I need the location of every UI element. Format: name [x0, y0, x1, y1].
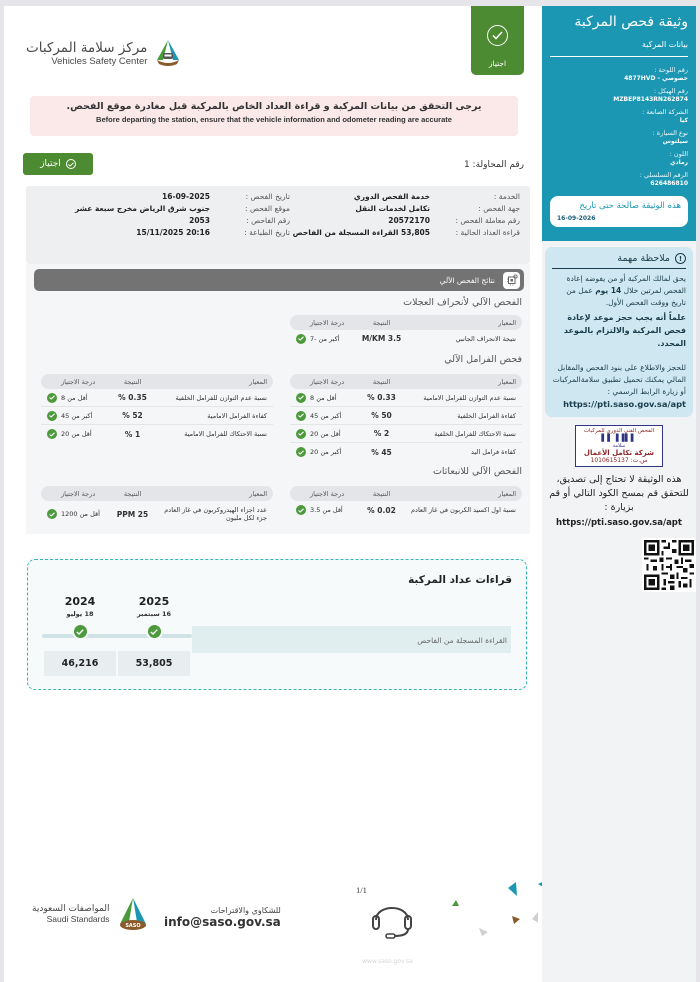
stamp-line: س.ت: 1010615137 [590, 457, 648, 464]
pass-threshold: أقل من 3.5 [310, 506, 343, 514]
chassis-field [550, 87, 688, 104]
notice-title: ملاحظة مهمة [617, 253, 670, 264]
pass-threshold: أكبر من 45 [310, 411, 342, 420]
result: % 52 [122, 411, 143, 420]
criterion: كفاءة الفرامل الامامية [207, 411, 267, 420]
field-label: رقم اللوحة : [654, 66, 688, 74]
saso-name-english: Saudi Standards [46, 914, 110, 924]
inspector-value: 2053 [189, 216, 210, 225]
pass-check-icon [296, 393, 306, 403]
result: % 50 [371, 411, 392, 420]
col-criterion: المعيار [498, 489, 516, 498]
reading-2025 [118, 595, 190, 640]
logo-arabic: مركز سلامة المركبات [26, 39, 148, 56]
field-label: نوع السيارة : [652, 129, 688, 137]
document-title: وثيقة فحص المركبة [574, 14, 688, 30]
emissions-table-left [41, 486, 273, 527]
field-value: MZBEP8143RN262874 [613, 96, 688, 103]
field-value: سيلتوس [662, 138, 688, 145]
criterion: كفاءة الفرامل الخلفية [457, 411, 516, 420]
pass-threshold: أقل من 8 [61, 393, 88, 402]
company-stamp [575, 425, 663, 467]
table-row [290, 443, 522, 461]
alignment-table [290, 315, 522, 347]
chip-icon [503, 272, 520, 289]
check-circle-icon [487, 25, 508, 46]
notice-paragraph-1 [552, 273, 686, 309]
pass-check-icon [296, 505, 306, 515]
pass-status-badge [471, 6, 524, 75]
automated-results-section [26, 264, 530, 534]
pass-threshold: أكبر من 45 [61, 411, 93, 420]
col-criterion: المعيار [498, 318, 516, 327]
date-label: تاريخ الفحص : [245, 192, 290, 201]
serial-field [550, 171, 688, 188]
result: % 2 [373, 429, 390, 438]
notice-paragraph-3: للحجز والاطلاع على بنود الفحص والمقابل المالي يمكنك تحميل تطبيق سلامةالمركبات أو زيارة الرابط الرسمي : [552, 363, 686, 396]
reading-year: 2024 [64, 595, 96, 608]
provider-label: جهة الفحص : [478, 204, 520, 213]
website-watermark: www.saso.gov.sa [362, 958, 413, 965]
saso-logo [32, 896, 151, 932]
pass-check-icon [47, 393, 57, 403]
stamp-line: سلامة [612, 443, 626, 449]
field-value: رمادي [670, 159, 688, 166]
validity-date: 16-09-2026 [557, 215, 596, 222]
notice-days: 14 يوم [595, 286, 622, 295]
table-row [41, 389, 273, 407]
status-label: اجتياز [488, 59, 507, 68]
verification-link[interactable]: https://pti.saso.gov.sa/apt [556, 518, 682, 528]
pass-check-icon [296, 447, 306, 457]
col-criterion: المعيار [249, 489, 267, 498]
brakes-section-title: فحص الفرامل الآلي [444, 354, 522, 365]
vehicles-safety-center-logo [26, 38, 183, 68]
field-label: الرقم التسلسلي : [639, 171, 688, 179]
pass-threshold: أقل من 20 [61, 430, 92, 438]
odometer-row-label-band [192, 626, 511, 653]
location-value: جنوب شرق الرياض مخرج سبعة عشر [74, 204, 210, 213]
notice-text: عمل من تاريخ ووقت الفحص الأول. [566, 286, 686, 307]
pass-check-icon [47, 411, 57, 421]
result: % 0.35 [118, 393, 147, 402]
contact-label: للشكاوي والاقتراحات [210, 906, 281, 915]
manufacturer-field [550, 108, 688, 125]
service-value: خدمة الفحص الدوري [353, 192, 430, 201]
criterion: نتيجة الانحراف الجانبي [455, 334, 516, 343]
col-result: النتيجة [372, 489, 391, 498]
reading-date: 18 يوليو [66, 610, 94, 618]
plate-field [550, 66, 688, 83]
emissions-section-title: الفحص الآلي للانبعاثات [432, 466, 522, 477]
main-content [4, 6, 538, 982]
odometer-title: قراءات عداد المركبة [408, 574, 512, 586]
col-pass: درجة الاجتياز [310, 377, 345, 386]
alignment-section-title: الفحص الآلي لأنحراف العجلات [403, 297, 522, 308]
color-field [550, 150, 688, 167]
notice-text: يحق لمالك المركبة أو من يفوضه إعادة الفحص لمرتين خلال [566, 274, 686, 295]
pass-button-label: اجتياز [40, 159, 61, 169]
svg-text:SASO: SASO [125, 923, 142, 929]
table-row [290, 425, 522, 443]
warning-text-english: Before departing the station, ensure that the vehicle information and odometer reading are accurate [96, 115, 452, 124]
result: % 0.02 [367, 505, 396, 515]
verification-text: هذه الوثيقة لا تحتاج إلى تصديق، للتحقق قم بمسح الكود التالي أو قم بزيارة : [549, 474, 689, 513]
brakes-table-left [41, 374, 273, 443]
model-field [550, 129, 688, 146]
field-label: الشركة الصانعة : [642, 108, 688, 116]
contact-block [164, 906, 281, 929]
col-criterion: المعيار [249, 377, 267, 386]
validity-text: هذه الوثيقة صالحة حتى تاريخ [579, 201, 681, 211]
reading-year: 2025 [138, 595, 170, 608]
table-row [290, 501, 522, 519]
field-value: خصوصي - 4877HVD [624, 75, 688, 82]
check-circle-icon [66, 159, 76, 169]
booking-link[interactable]: https://pti.saso.gov.sa/apt [563, 399, 686, 409]
table-row [41, 407, 273, 425]
transaction-label: رقم معاملة الفحص : [455, 216, 520, 225]
col-pass: درجة الاجتياز [310, 489, 345, 498]
odometer-row-label: القراءة المسجلة من الفاحص [417, 636, 507, 645]
col-pass: درجة الاجتياز [61, 489, 96, 498]
pass-check-icon [47, 429, 57, 439]
table-row [290, 330, 522, 347]
exclamation-icon: ! [675, 253, 686, 264]
inspection-document [4, 6, 696, 982]
logo-english: Vehicles Safety Center [51, 55, 148, 67]
brakes-table-right [290, 374, 522, 461]
field-label: اللون : [669, 150, 688, 158]
odometer-readings-card [27, 559, 527, 690]
stamp-logo-icon: ▌▌▐▐▌▌ [601, 434, 637, 442]
validity-box [550, 196, 688, 227]
vehicle-data-subtitle: بيانات المركبة [550, 40, 688, 57]
criterion: عدد اجزاء الهيدروكربون في غاز العادم جزء لكل مليون [164, 506, 267, 522]
col-result: النتيجة [372, 377, 391, 386]
result: % 45 [371, 447, 392, 457]
criterion: كفاءة فرامل اليد [470, 448, 516, 456]
important-notice [545, 247, 693, 417]
reading-2024 [44, 595, 116, 640]
results-header-bar [34, 269, 524, 291]
pass-threshold: أكبر من -7 [310, 334, 340, 343]
page-number: 1/1 [356, 885, 367, 895]
attempt-number: رقم المحاولة: 1 [463, 160, 524, 170]
saso-name-arabic: المواصفات السعودية [32, 904, 110, 914]
decorative-triangles-icon [444, 876, 538, 982]
vsc-triangle-icon [153, 38, 183, 68]
pass-check-icon [296, 429, 306, 439]
field-value: 626486810 [650, 180, 688, 187]
table-row [41, 425, 273, 443]
result: M/KM 3.5 [361, 334, 402, 343]
vehicle-data-card [542, 6, 696, 241]
stamp-line: شركة تكامل الأعمال [583, 449, 655, 457]
reading-date: 16 سبتمبر [136, 610, 172, 618]
col-pass: درجة الاجتياز [61, 377, 96, 386]
odometer-value: 53,805 القراءة المسجلة من الفاحص [292, 228, 430, 237]
odometer-label: قراءة العداد الحالية : [455, 228, 520, 237]
inspection-info-panel [26, 186, 530, 264]
criterion: نسبة الاحتكاك للفرامل الامامية [184, 430, 267, 438]
pass-threshold: أقل من 1200 [61, 510, 100, 518]
field-label: رقم الهيكل : [653, 87, 688, 95]
col-result: النتيجة [123, 377, 142, 386]
stamp-line: الفحص الفني الدوري للمركبات [583, 428, 655, 434]
check-icon [146, 623, 163, 640]
headset-icon [368, 896, 416, 940]
notice-paragraph-2: علماً أنه يجب حجز موعد لإعادة فحص المركبة والالتزام بالموعد المحدد. [563, 313, 686, 348]
table-row [41, 501, 273, 527]
warning-text-arabic: يرجى التحقق من بيانات المركبة و قراءة العداد الخاص بالمركبة قبل مغادرة موقع الفحص. [66, 101, 482, 112]
pass-threshold: أكبر من 20 [310, 448, 342, 456]
print-date-value: 20:16 15/11/2025 [136, 228, 210, 237]
print-date-label: تاريخ الطباعة : [244, 228, 290, 237]
col-pass: درجة الاجتياز [310, 318, 345, 327]
qr-code-icon[interactable] [642, 538, 696, 592]
pass-check-icon [296, 334, 306, 344]
check-icon [72, 623, 89, 640]
criterion: نسبة اول اكسيد الكربون في غاز العادم [411, 506, 516, 514]
pass-threshold: أقل من 8 [310, 393, 337, 402]
location-label: موقع الفحص : [245, 204, 290, 213]
pass-result-button[interactable] [23, 153, 93, 175]
result: % 1 [124, 429, 141, 439]
reading-value-2024: 46,216 [44, 651, 116, 676]
result: PPM 25 [116, 509, 149, 519]
col-result: النتيجة [372, 318, 391, 327]
table-row [290, 407, 522, 425]
inspector-label: رقم الفاحص : [246, 216, 290, 225]
warning-banner [30, 96, 518, 136]
pass-check-icon [296, 411, 306, 421]
field-value: كيا [679, 117, 688, 124]
service-label: الخدمة : [493, 192, 520, 201]
col-criterion: المعيار [498, 377, 516, 386]
col-result: النتيجة [123, 489, 142, 498]
contact-email-link[interactable]: info@saso.gov.sa [164, 915, 281, 929]
reading-value-2025: 53,805 [118, 651, 190, 676]
result: % 0.33 [367, 393, 396, 402]
table-row [290, 389, 522, 407]
date-value: 16-09-2025 [162, 192, 210, 201]
criterion: نسبة عدم التوازن للفرامل الامامية [423, 393, 516, 402]
pass-check-icon [47, 509, 57, 519]
pass-threshold: أقل من 20 [310, 429, 341, 438]
sidebar [542, 6, 696, 982]
provider-value: تكامل لخدمات النقل [355, 204, 430, 213]
emissions-table-right [290, 486, 522, 519]
saso-triangle-icon [115, 896, 151, 932]
criterion: نسبة عدم التوازن للفرامل الخلفية [175, 393, 267, 402]
results-title: نتائج الفحص الآلي [439, 275, 495, 285]
criterion: نسبة الاحتكاك للفرامل الخلفية [434, 429, 516, 438]
transaction-value: 20572170 [388, 216, 430, 225]
